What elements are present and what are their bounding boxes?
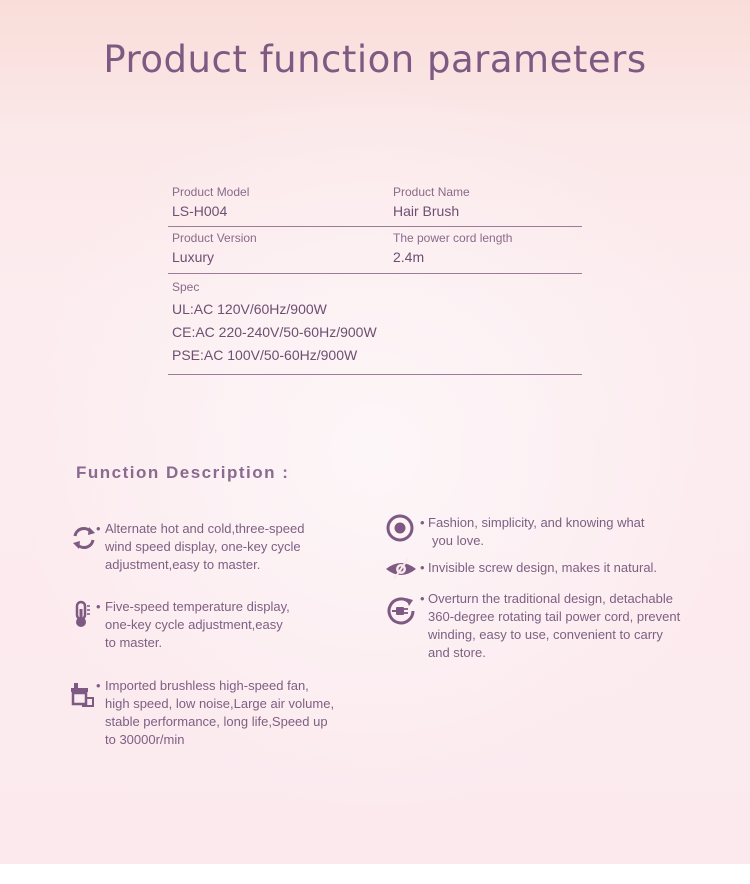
version-label: Product Version <box>172 231 257 245</box>
feature-line: 360-degree rotating tail power cord, prevent <box>428 609 681 624</box>
feature-line: winding, easy to use, convenient to carry <box>428 627 663 642</box>
cord-label: The power cord length <box>393 231 513 245</box>
spec-line-ul: UL:AC 120V/60Hz/900W <box>172 301 327 317</box>
feature-line: Alternate hot and cold,three-speed <box>105 521 305 536</box>
feature-line: to master. <box>105 635 163 650</box>
version-cell <box>172 229 257 265</box>
bullet: • <box>420 560 425 575</box>
model-value: LS-H004 <box>172 203 228 219</box>
motor-fan-icon <box>70 681 98 709</box>
spec-line-ce: CE:AC 220-240V/50-60Hz/900W <box>172 324 377 340</box>
model-cell <box>172 183 249 219</box>
feature-line: one-key cycle adjustment,easy <box>105 617 283 632</box>
feature-line: stable performance, long life,Speed up <box>105 714 328 729</box>
feature-line: Imported brushless high-speed fan, <box>105 678 309 693</box>
bullet: • <box>96 521 101 536</box>
feature-line: wind speed display, one-key cycle <box>105 539 301 554</box>
target-icon <box>386 514 414 542</box>
spec-cell <box>172 278 377 363</box>
name-cell <box>393 183 470 219</box>
spec-row-version <box>168 229 582 274</box>
feature-line: to 30000r/min <box>105 732 185 747</box>
feature-line: and store. <box>428 645 486 660</box>
function-description-title: Function Description : <box>76 463 290 482</box>
cord-value: 2.4m <box>393 249 425 265</box>
page-title: Product function parameters <box>103 38 647 81</box>
feature-line: high speed, low noise,Large air volume, <box>105 696 335 711</box>
name-label: Product Name <box>393 185 470 199</box>
cycle-arrows-icon <box>70 524 98 552</box>
spec-row-spec <box>168 278 582 375</box>
feature-line: Overturn the traditional design, detachable <box>428 591 673 606</box>
bullet: • <box>96 678 101 693</box>
bullet: • <box>96 599 101 614</box>
feature-line: adjustment,easy to master. <box>105 557 261 572</box>
version-value: Luxury <box>172 249 215 265</box>
spec-table <box>168 183 582 375</box>
feature-line: Fashion, simplicity, and knowing what <box>428 515 645 530</box>
thermometer-icon <box>70 600 98 628</box>
spec-label: Spec <box>172 280 200 294</box>
model-label: Product Model <box>172 185 250 199</box>
bullet: • <box>420 515 425 530</box>
power-plug-rotate-icon <box>386 596 416 626</box>
spec-row-model <box>168 183 582 227</box>
feature-line: Invisible screw design, makes it natural. <box>428 560 658 575</box>
spec-line-pse: PSE:AC 100V/50-60Hz/900W <box>172 347 358 363</box>
feature-line: Five-speed temperature display, <box>105 599 290 614</box>
feature-line: you love. <box>432 533 485 548</box>
cord-cell <box>393 229 512 265</box>
hidden-eye-icon <box>384 555 418 583</box>
name-value: Hair Brush <box>393 203 460 219</box>
bullet: • <box>420 591 425 606</box>
